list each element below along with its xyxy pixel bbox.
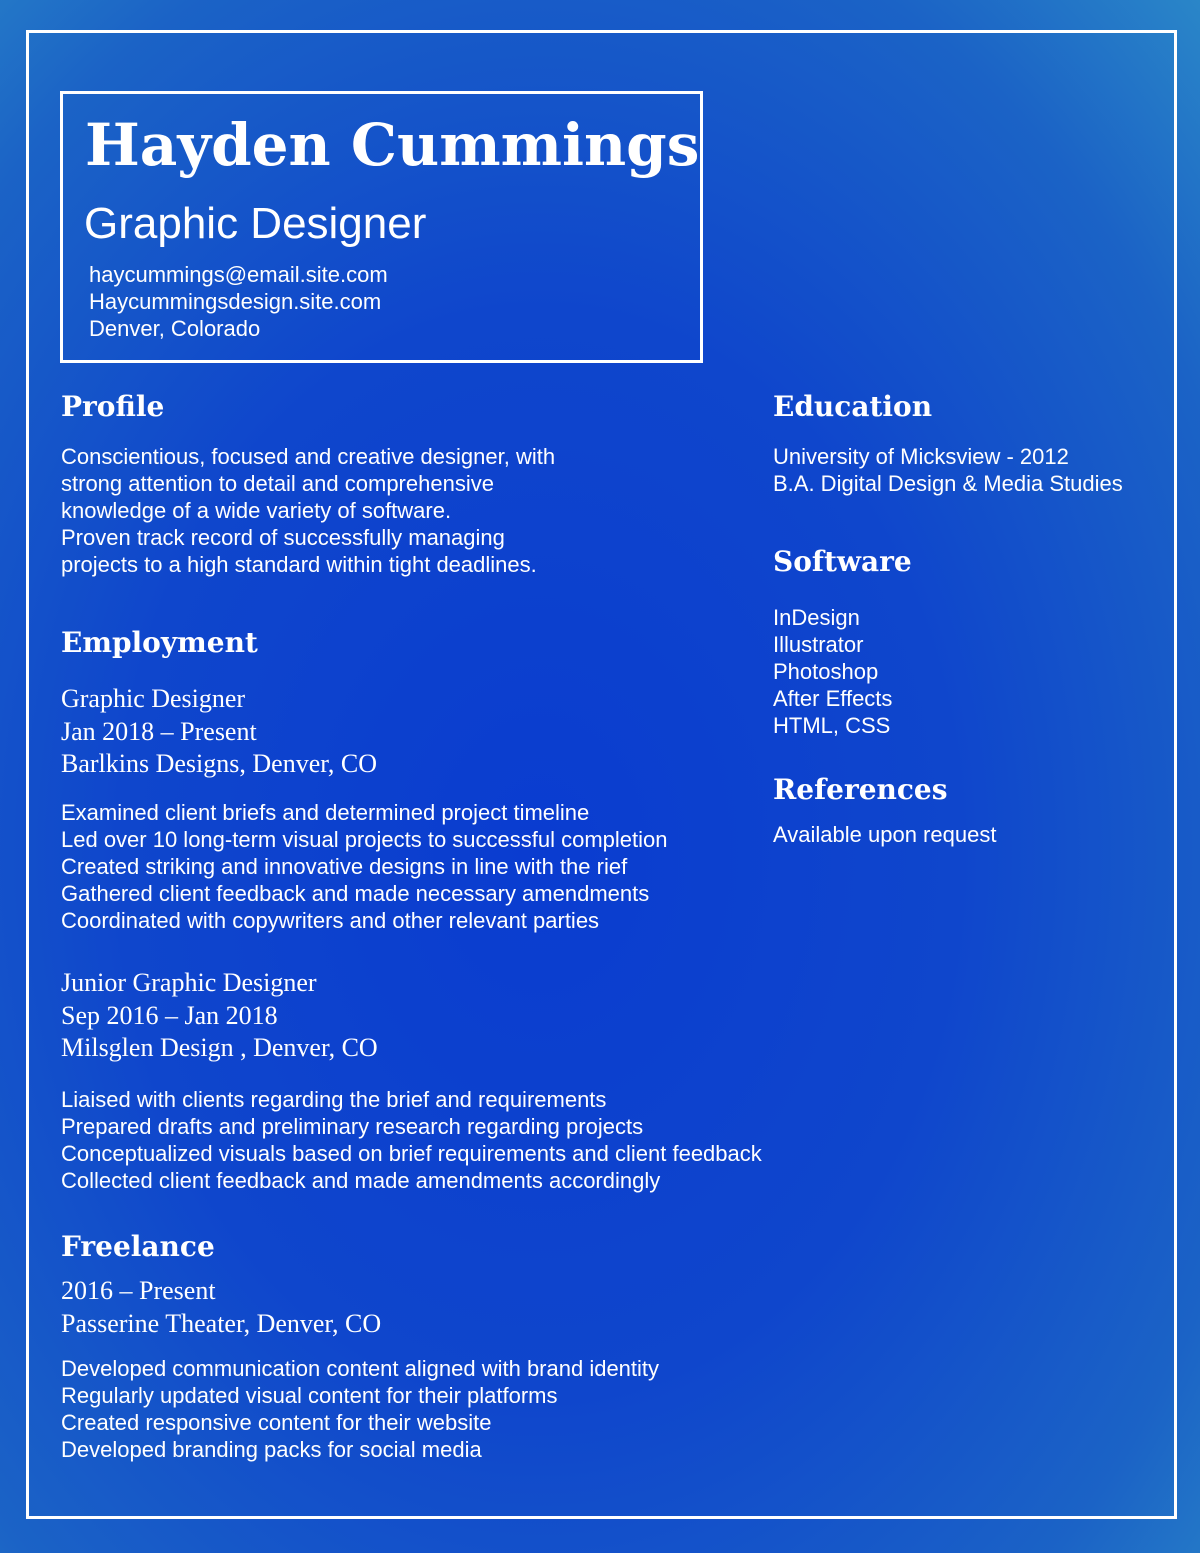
software-item: Photoshop <box>773 659 879 684</box>
software-list <box>773 604 892 739</box>
job-duties <box>61 1086 762 1194</box>
contact-website[interactable]: Haycummingsdesign.site.com <box>89 289 382 314</box>
profile-line: Conscientious, focused and creative designer, with <box>61 444 556 469</box>
job-header <box>61 967 378 1065</box>
profile-text <box>61 443 555 578</box>
job-position: Graphic Designer <box>61 684 246 713</box>
job-header <box>61 683 377 781</box>
duty-item: Liaised with clients regarding the brief and requirements <box>61 1087 607 1112</box>
employment-heading: Employment <box>61 626 258 659</box>
duty-item: Developed branding packs for social media <box>61 1437 482 1462</box>
job-duties <box>61 799 668 934</box>
duty-item: Developed communication content aligned with brand identity <box>61 1356 660 1381</box>
profile-line: knowledge of a wide variety of software. <box>61 498 452 523</box>
contact-email[interactable]: haycummings@email.site.com <box>89 262 388 287</box>
job-dates: Sep 2016 – Jan 2018 <box>61 1000 278 1030</box>
contact-info <box>89 261 388 342</box>
job-position: Junior Graphic Designer <box>61 968 317 997</box>
freelance-heading: Freelance <box>61 1230 215 1263</box>
profile-line: strong attention to detail and comprehensive <box>61 471 494 496</box>
software-heading: Software <box>773 545 912 578</box>
job-dates: Jan 2018 – Present <box>61 716 257 746</box>
duty-item: Led over 10 long-term visual projects to successful completion <box>61 827 668 852</box>
education-heading: Education <box>773 390 933 423</box>
references-line: Available upon request <box>773 822 997 847</box>
duty-item: Collected client feedback and made amendments accordingly <box>61 1168 661 1193</box>
profile-heading: Profile <box>61 390 165 423</box>
software-item: Illustrator <box>773 632 864 657</box>
candidate-role: Graphic Designer <box>84 199 427 248</box>
header-box <box>60 91 703 363</box>
candidate-name: Hayden Cummings <box>85 111 700 179</box>
duty-item: Examined client briefs and determined project timeline <box>61 800 590 825</box>
references-text <box>773 821 996 848</box>
duty-item: Regularly updated visual content for their platforms <box>61 1383 558 1408</box>
duty-item: Coordinated with copywriters and other relevant parties <box>61 908 600 933</box>
software-item: HTML, CSS <box>773 713 891 738</box>
software-item: InDesign <box>773 605 860 630</box>
freelance-duties <box>61 1355 659 1463</box>
duty-item: Created responsive content for their website <box>61 1410 492 1435</box>
freelance-header <box>61 1275 381 1340</box>
job-company: Barlkins Designs, Denver, CO <box>61 749 377 778</box>
software-item: After Effects <box>773 686 893 711</box>
profile-line: projects to a high standard within tight deadlines. <box>61 552 537 577</box>
duty-item: Conceptualized visuals based on brief requirements and client feedback <box>61 1141 762 1166</box>
education-text <box>773 443 1123 497</box>
education-line: University of Micksview - 2012 <box>773 444 1069 469</box>
job-company: Milsglen Design , Denver, CO <box>61 1033 378 1062</box>
contact-location: Denver, Colorado <box>89 316 261 341</box>
duty-item: Prepared drafts and preliminary research regarding projects <box>61 1114 644 1139</box>
profile-line: Proven track record of successfully managing <box>61 525 505 550</box>
duty-item: Gathered client feedback and made necessary amendments <box>61 881 650 906</box>
education-line: B.A. Digital Design & Media Studies <box>773 471 1123 496</box>
duty-item: Created striking and innovative designs in line with the rief <box>61 854 628 879</box>
freelance-company: Passerine Theater, Denver, CO <box>61 1308 382 1338</box>
references-heading: References <box>773 773 948 806</box>
freelance-dates: 2016 – Present <box>61 1276 216 1305</box>
